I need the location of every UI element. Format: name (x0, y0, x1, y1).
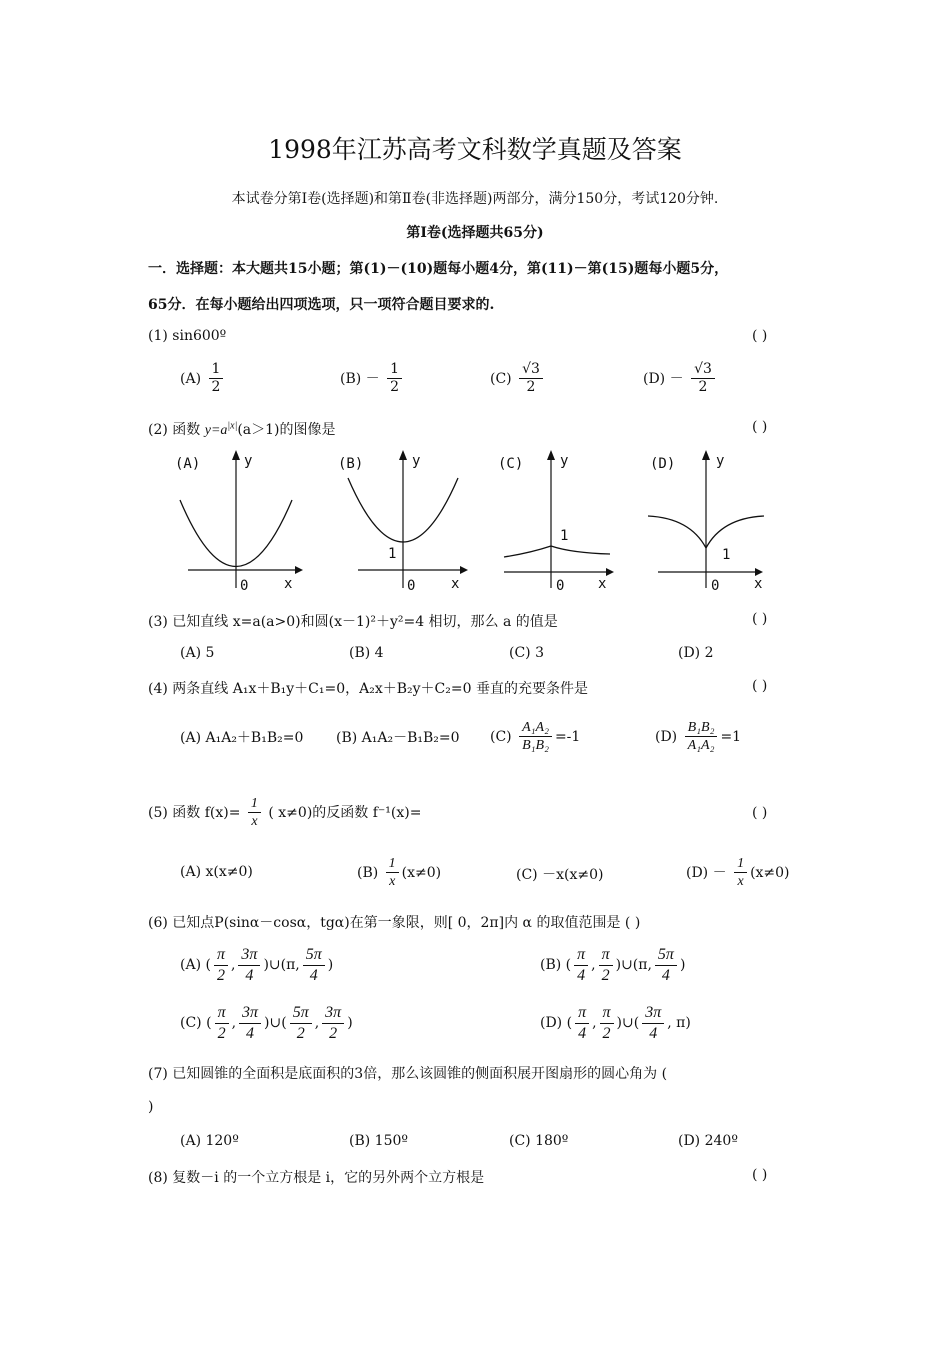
q8-answer-blank: ( ) (752, 1167, 768, 1183)
q2-graph-a-y-label: y (244, 453, 253, 469)
q1-option-d: (D) － $\frac{√3}{2}$ (643, 362, 718, 396)
q1-stem: (1) sin600º (148, 328, 227, 344)
q3-stem: (3) 已知直线 x=a(a>0)和圆(x－1)²＋y²=4 相切，那么 a 的值是 (148, 614, 558, 630)
instructions-line1: 一．选择题：本大题共15小题；第(1)－(10)题每小题4分，第(11)－第(15)题每小题5分， (148, 261, 729, 277)
q3-option-d: (D) 2 (678, 645, 714, 661)
q2-graph-d-x-arrow (755, 568, 763, 576)
q2-graph-c-origin: 0 (556, 578, 565, 594)
q7-option-d: (D) 240º (678, 1133, 738, 1149)
q2-graph-d-x-label: x (754, 576, 763, 592)
q2-graph-b (338, 450, 468, 594)
q7-stem-continued: ) (148, 1099, 154, 1115)
q2-answer-blank: ( ) (752, 419, 768, 435)
q2-graph-c-one: 1 (560, 528, 569, 544)
q2-graph-a-label: (A) (175, 456, 201, 472)
q2-graphs (170, 448, 780, 598)
q3-answer-blank: ( ) (752, 611, 768, 627)
q7-option-b: (B) 150º (349, 1133, 408, 1149)
q2-graph-b-x-label: x (451, 576, 460, 592)
q2-graph-c-label: (C) (498, 456, 524, 472)
q1-option-c: (C) $\frac{√3}{2}$ (490, 362, 546, 396)
q3-option-c: (C) 3 (509, 645, 544, 661)
q2-graph-a-origin: 0 (240, 578, 249, 594)
q2-graph-c (498, 450, 614, 594)
instructions-line2: 65分．在每小题给出四项选项，只一项符合题目要求的. (148, 297, 495, 313)
q6-option-a: (A) ( $\frac{\pi}{2}$ , $\frac{3\pi}{4}$ )∪(π, $\frac{5\pi}{4}$ ) (180, 946, 334, 984)
q2-stem: (2) 函数 $y=a^{|x|}(a>1)$的图像是 (148, 420, 336, 438)
q7-option-a: (A) 120º (180, 1133, 239, 1149)
q2-graph-c-x-arrow (606, 568, 614, 576)
q2-graph-b-y-label: y (412, 453, 421, 469)
q8-stem: (8) 复数－i 的一个立方根是 i，它的另外两个立方根是 (148, 1170, 485, 1186)
q6-stem: (6) 已知点P(sinα－cosα，tgα)在第一象限，则[ 0，2π]内 α 的取值范围是 ( ) (148, 915, 641, 931)
q6-option-b: (B) ( $\frac{\pi}{4}$ , $\frac{\pi}{2}$ )∪(π, $\frac{5\pi}{4}$ ) (540, 946, 686, 984)
q5-option-a: (A) x(x≠0) (180, 864, 253, 880)
q2-graph-a-x-arrow (295, 566, 303, 574)
exam-intro: 本试卷分第Ⅰ卷(选择题)和第Ⅱ卷(非选择题)两部分，满分150分，考试120分钟. (231, 191, 719, 207)
q2-graph-b-origin: 0 (407, 578, 416, 594)
q4-stem: (4) 两条直线 A₁x＋B₁y＋C₁=0，A₂x＋B₂y＋C₂=0 垂直的充要条件是 (148, 681, 588, 697)
q4-option-d: (D) $\frac{\text{B₁B₂}}{\text{A₁A₂}}$ =1 (655, 720, 742, 754)
q2-graph-b-one: 1 (388, 546, 397, 562)
q3-option-b: (B) 4 (349, 645, 384, 661)
q2-graph-a-x-label: x (284, 576, 293, 592)
q2-graph-d-origin: 0 (711, 578, 720, 594)
q5-stem: (5) 函数 f(x)= $\frac{1}{x}$ ( x≠0)的反函数 f⁻¹(x)= (148, 796, 422, 830)
q4-option-c: (C) $\frac{\text{A₁A₂}}{\text{B₁B₂}}$ =-1 (490, 720, 581, 754)
q2-graph-d-one: 1 (722, 547, 731, 563)
q2-graph-d (648, 450, 764, 594)
q6-option-c: (C) ( $\frac{\pi}{2}$ , $\frac{3\pi}{4}$ )∪( $\frac{5\pi}{2}$ , $\frac{3\pi}{2}$ ) (180, 1004, 353, 1042)
q4-option-a: (A) A₁A₂＋B₁B₂=0 (180, 730, 304, 746)
q4-answer-blank: ( ) (752, 678, 768, 694)
q2-graph-b-x-arrow (460, 566, 468, 574)
q2-graph-a (175, 450, 303, 594)
q1-option-b: (B) － $\frac{1}{2}$ (340, 362, 405, 396)
q5-option-c: (C) －x(x≠0) (516, 867, 604, 883)
q4-option-b: (B) A₁A₂－B₁B₂=0 (336, 730, 460, 746)
q1-answer-blank: ( ) (752, 328, 768, 344)
q2-graph-d-y-arrow (702, 450, 710, 460)
q2-graph-d-label: (D) (650, 456, 676, 472)
q2-graph-b-label: (B) (338, 456, 364, 472)
q7-option-c: (C) 180º (509, 1133, 569, 1149)
q2-graph-d-y-label: y (716, 453, 725, 469)
q2-graph-c-y-arrow (547, 450, 555, 460)
q6-option-d: (D) ( $\frac{\pi}{4}$ , $\frac{\pi}{2}$ )∪( $\frac{3\pi}{4}$ , π) (540, 1004, 691, 1042)
q2-graph-c-curve (504, 546, 610, 557)
q2-graph-c-y-label: y (560, 453, 569, 469)
q2-graph-b-y-arrow (399, 450, 407, 460)
q5-option-b: (B) $\frac{1}{x}$ (x≠0) (357, 856, 442, 890)
q5-option-d: (D) － $\frac{1}{x}$ (x≠0) (686, 856, 790, 890)
q1-option-a: (A) $\frac{1}{2}$ (180, 362, 226, 396)
q2-graph-c-x-label: x (598, 576, 607, 592)
q2-graph-a-y-arrow (232, 450, 240, 460)
page-title: 1998年江苏高考文科数学真题及答案 (268, 135, 682, 164)
section-title: 第Ⅰ卷(选择题共65分) (406, 225, 544, 241)
q3-option-a: (A) 5 (180, 645, 215, 661)
q7-stem: (7) 已知圆锥的全面积是底面积的3倍，那么该圆锥的侧面积展开图扇形的圆心角为 ( (148, 1066, 668, 1082)
q5-answer-blank: ( ) (752, 805, 768, 821)
